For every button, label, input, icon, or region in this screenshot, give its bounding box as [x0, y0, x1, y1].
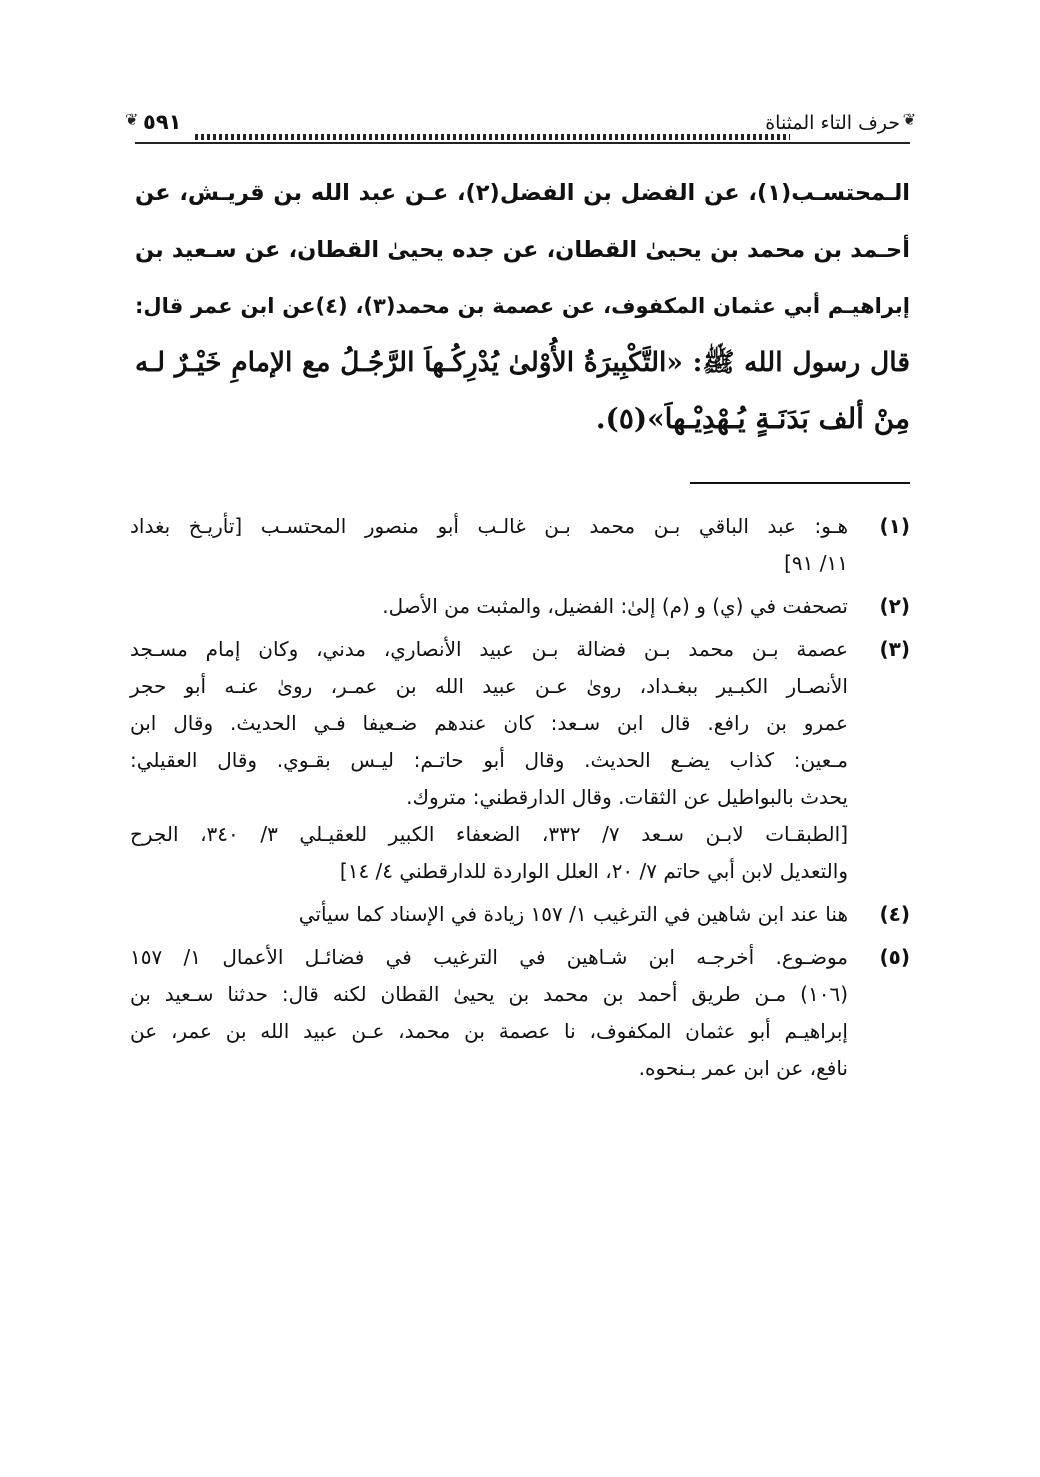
footnote-1	[130, 508, 910, 582]
footnote-line: موضـوع. أخرجـه ابن شـاهين في الترغيب في فضائـل الأعمال ١/ ١٥٧	[130, 945, 848, 969]
footnote-line: (١٠٦) مـن طريق أحمد بن محمد بن يحيىٰ القطان لكنه قال: حدثنا سـعيد بن	[130, 982, 848, 1006]
footnote-line: [الطبقـات لابـن سـعد ٧/ ٣٣٢، الضعفاء الكبير للعقيـلي ٣/ ٣٤٠، الجرح	[130, 822, 848, 846]
footnote-3	[130, 631, 910, 890]
header-ornament-left-icon: ❦	[125, 110, 139, 129]
footnote-line: عصمة بـن محمد بـن فضالة بـن عبيد الأنصاري، مدني، وكان إمام مسـجد	[130, 637, 848, 661]
footnote-line: نافع، عن ابن عمر بـنحوه.	[638, 1056, 848, 1080]
footnote-number: (٤)	[879, 902, 910, 926]
header-decorative-rule	[195, 134, 790, 140]
footnote-line: ١١/ ٩١]	[784, 551, 848, 575]
footnote-number: (٣)	[879, 637, 910, 661]
footnote-number: (١)	[879, 514, 910, 538]
footnote-line: والتعديل لابن أبي حاتم ٧/ ٢٠، العلل الواردة للدارقطني ٤/ ١٤]	[339, 859, 848, 883]
footnotes	[130, 508, 910, 1087]
main-text	[135, 165, 910, 448]
footnote-number: (٥)	[879, 945, 910, 969]
footnote-line: هـو: عبد الباقي بـن محمد بـن غالـب أبو منصور المحتسـب [تأريـخ بغداد	[130, 514, 848, 538]
footnote-line: إبراهيـم أبو عثمان المكفوف، نا عصمة بن محمد، عـن عبيد الله بن عمر، عن	[130, 1019, 848, 1043]
footnote-line: تصحفت في (ي) و (م) إلىٰ: الفضيل، والمثبت من الأصل.	[382, 594, 848, 618]
footnote-line: عمرو بن رافع. قال ابن سـعد: كان عندهم ضـعيفا فـي الحديث. وقال ابن	[130, 711, 848, 735]
header-ornament-right-icon: ❦	[902, 110, 916, 129]
footnote-5	[130, 939, 910, 1087]
footnote-line: هنا عند ابن شاهين في الترغيب ١/ ١٥٧ زيادة في الإسناد كما سيأتي	[298, 902, 848, 926]
main-line-hadith: قال رسول الله ﷺ: «التَّكْبِيرَةُ الأُوْلىٰ يُدْرِكُـهاَ الرَّجُـلُ مع الإمامِ خَيْـرٌ لـه	[135, 346, 910, 378]
main-line: أحـمد بن محمد بن يحيىٰ القطان، عن جده يحيىٰ القطان، عن سـعيد بن	[135, 236, 910, 263]
running-header	[125, 100, 916, 148]
header-rule	[135, 142, 910, 144]
main-line: إبراهيـم أبي عثمان المكفوف، عن عصمة بن محمد(٣)، (٤)عن ابن عمر قال:	[135, 294, 911, 318]
footnote-4	[130, 896, 910, 933]
footnote-line: يحدث بالبواطيل عن الثقات. وقال الدارقطني: متروك.	[406, 785, 848, 809]
footnote-number: (٢)	[879, 594, 910, 618]
footnote-separator	[690, 482, 910, 484]
page-number: ٥٩١	[143, 110, 182, 134]
footnote-line: مـعين: كذاب يضـع الحديث. وقال أبو حاتـم: ليـس بقـوي. وقال العقيلي:	[130, 748, 848, 772]
footnote-line: الأنصـار الكبـير ببغـداد، روىٰ عـن عبيد الله بن عمـر، روىٰ عنـه أبو حجر	[130, 674, 848, 698]
main-line: الـمحتسـب(١)، عن الفضل بن الفضل(٢)، عـن عبد الله بن قريـش، عن	[135, 180, 910, 206]
main-line-hadith-end: مِنْ ألف بَدَنَـةٍ يُـهْدِيْـهاَ»(٥).	[595, 402, 910, 435]
chapter-title: حرف التاء المثناة	[765, 112, 900, 134]
footnote-2	[130, 588, 910, 625]
